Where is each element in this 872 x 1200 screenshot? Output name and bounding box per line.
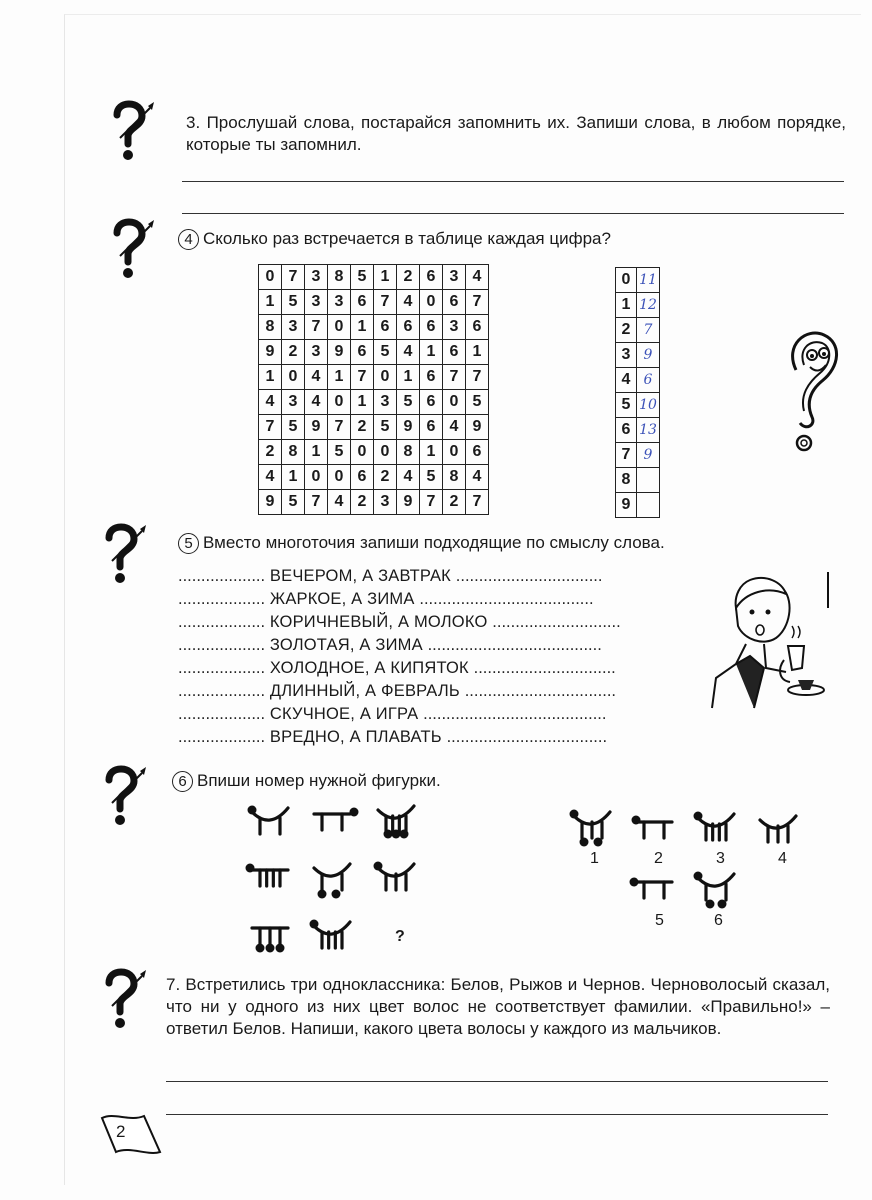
exercise-5-text: Вместо многоточия запиши подходящие по смыслу слова. <box>203 533 665 552</box>
exercise-number: 4 <box>178 229 199 250</box>
grid-cell: 9 <box>397 415 420 440</box>
exercise-number: 6 <box>172 771 193 792</box>
grid-cell: 0 <box>328 315 351 340</box>
blank-right[interactable]: ........................................ <box>423 705 607 723</box>
fill-in-line <box>178 728 607 747</box>
grid-cell: 2 <box>374 465 397 490</box>
sentence-text: ВЕЧЕРОМ, А ЗАВТРАК <box>269 567 451 585</box>
answer-table <box>615 267 660 518</box>
grid-cell: 6 <box>420 265 443 290</box>
grid-cell: 1 <box>259 365 282 390</box>
fill-in-line <box>178 567 602 586</box>
blank-right[interactable]: ................................... <box>446 728 608 746</box>
grid-cell: 5 <box>466 390 489 415</box>
grid-cell: 8 <box>443 465 466 490</box>
grid-row <box>259 265 489 290</box>
answer-count-input[interactable]: 11 <box>637 268 660 293</box>
grid-cell: 3 <box>443 315 466 340</box>
answer-row <box>616 418 660 443</box>
grid-cell: 7 <box>443 365 466 390</box>
grid-cell: 1 <box>259 290 282 315</box>
sentence-text: ДЛИННЫЙ, А ФЕВРАЛЬ <box>269 682 460 700</box>
exercise-number: 5 <box>178 533 199 554</box>
grid-cell: 7 <box>351 365 374 390</box>
answer-line[interactable] <box>166 1081 828 1082</box>
grid-cell: 7 <box>374 290 397 315</box>
grid-cell: 6 <box>420 365 443 390</box>
grid-cell: 3 <box>305 290 328 315</box>
blank-right[interactable]: ............................... <box>473 659 616 677</box>
missing-figure-question-mark: ? <box>395 928 405 945</box>
grid-cell: 9 <box>328 340 351 365</box>
blank-left[interactable]: ................... <box>178 567 266 585</box>
question-pen-icon <box>104 968 154 1028</box>
page-number: 2 <box>116 1122 126 1141</box>
grid-cell: 0 <box>328 390 351 415</box>
grid-cell: 8 <box>397 440 420 465</box>
answer-row <box>616 368 660 393</box>
answer-digit: 7 <box>616 443 637 468</box>
grid-cell: 4 <box>397 290 420 315</box>
answer-row <box>616 468 660 493</box>
grid-cell: 9 <box>466 415 489 440</box>
grid-cell: 3 <box>443 265 466 290</box>
blank-left[interactable]: ................... <box>178 705 266 723</box>
grid-cell: 3 <box>305 265 328 290</box>
answer-row <box>616 268 660 293</box>
exercise-3-text: 3. Прослушай слова, постарайся запомнить их. Запиши слова, в любом порядке, которые ты запомнил. <box>186 113 846 154</box>
grid-row <box>259 440 489 465</box>
grid-cell: 0 <box>328 465 351 490</box>
fill-in-line <box>178 682 616 701</box>
answer-count-input[interactable]: 7 <box>637 318 660 343</box>
grid-cell: 6 <box>351 290 374 315</box>
grid-cell: 5 <box>282 415 305 440</box>
grid-cell: 0 <box>259 265 282 290</box>
answer-count-input[interactable] <box>637 468 660 493</box>
grid-cell: 1 <box>374 265 397 290</box>
grid-cell: 1 <box>305 440 328 465</box>
grid-cell: 2 <box>259 440 282 465</box>
grid-cell: 5 <box>282 490 305 515</box>
grid-cell: 7 <box>282 265 305 290</box>
grid-row <box>259 340 489 365</box>
grid-cell: 2 <box>351 415 374 440</box>
answer-count-input[interactable] <box>637 493 660 518</box>
grid-cell: 1 <box>420 440 443 465</box>
flag-icon <box>100 1112 164 1156</box>
grid-cell: 1 <box>420 340 443 365</box>
exercise-7-text: 7. Встретились три одноклассника: Белов, Рыжов и Чернов. Черноволосый сказал, что ни у одного из них цвет волос не соответствует фамилии. «Правильно!» – ответил Белов. Напиши, какого цвета волосы у каждого из мальчиков. <box>166 975 830 1038</box>
grid-cell: 4 <box>397 465 420 490</box>
grid-cell: 7 <box>305 315 328 340</box>
blank-right[interactable]: ...................................... <box>419 590 594 608</box>
grid-cell: 4 <box>305 365 328 390</box>
grid-cell: 7 <box>466 365 489 390</box>
answer-digit: 3 <box>616 343 637 368</box>
grid-row <box>259 490 489 515</box>
blank-right[interactable]: ............................ <box>492 613 621 631</box>
answer-digit: 8 <box>616 468 637 493</box>
grid-cell: 2 <box>282 340 305 365</box>
grid-cell: 8 <box>282 440 305 465</box>
grid-cell: 8 <box>328 265 351 290</box>
answer-row <box>616 443 660 468</box>
grid-cell: 5 <box>374 415 397 440</box>
grid-cell: 3 <box>374 390 397 415</box>
grid-cell: 0 <box>443 440 466 465</box>
answer-digit: 6 <box>616 418 637 443</box>
grid-row <box>259 290 489 315</box>
grid-cell: 1 <box>328 365 351 390</box>
grid-cell: 4 <box>305 390 328 415</box>
grid-cell: 3 <box>328 290 351 315</box>
digit-grid <box>258 264 489 515</box>
boy-drinking-illustration <box>706 568 836 718</box>
option-label: 6 <box>714 912 723 929</box>
answer-digit: 4 <box>616 368 637 393</box>
grid-cell: 6 <box>351 340 374 365</box>
option-label: 3 <box>716 850 725 867</box>
grid-cell: 6 <box>397 315 420 340</box>
cartoon-question-mark-icon <box>776 325 846 455</box>
grid-cell: 5 <box>420 465 443 490</box>
exercise-4-heading <box>178 228 778 250</box>
grid-cell: 7 <box>259 415 282 440</box>
blank-left[interactable]: ................... <box>178 659 266 677</box>
fill-in-line <box>178 659 616 678</box>
grid-cell: 5 <box>282 290 305 315</box>
grid-cell: 9 <box>397 490 420 515</box>
exercise-6-heading <box>172 770 672 792</box>
blank-right[interactable]: ................................. <box>464 682 616 700</box>
grid-cell: 5 <box>351 265 374 290</box>
grid-cell: 5 <box>328 440 351 465</box>
sentence-text: ЗОЛОТАЯ, А ЗИМА <box>269 636 423 654</box>
grid-cell: 8 <box>259 315 282 340</box>
answer-line[interactable] <box>182 213 844 214</box>
grid-cell: 5 <box>397 390 420 415</box>
grid-cell: 3 <box>282 390 305 415</box>
grid-cell: 6 <box>466 440 489 465</box>
fill-in-line <box>178 705 606 724</box>
answer-line[interactable] <box>166 1114 828 1115</box>
exercise-4-text: Сколько раз встречается в таблице каждая цифра? <box>203 229 611 248</box>
grid-cell: 7 <box>305 490 328 515</box>
grid-cell: 9 <box>259 490 282 515</box>
answer-digit: 2 <box>616 318 637 343</box>
grid-cell: 4 <box>397 340 420 365</box>
sentence-text: СКУЧНОЕ, А ИГРА <box>269 705 419 723</box>
grid-cell: 6 <box>420 315 443 340</box>
grid-cell: 3 <box>374 490 397 515</box>
grid-cell: 1 <box>397 365 420 390</box>
grid-cell: 7 <box>328 415 351 440</box>
grid-cell: 6 <box>374 315 397 340</box>
grid-cell: 0 <box>305 465 328 490</box>
fill-in-line <box>178 613 621 632</box>
exercise-6-text: Впиши номер нужной фигурки. <box>197 771 441 790</box>
option-label: 5 <box>655 912 664 929</box>
grid-cell: 6 <box>420 415 443 440</box>
grid-cell: 6 <box>443 340 466 365</box>
grid-cell: 7 <box>420 490 443 515</box>
exercise-5-heading <box>178 532 778 554</box>
grid-cell: 2 <box>351 490 374 515</box>
grid-cell: 6 <box>466 315 489 340</box>
answer-count-input[interactable]: 13 <box>637 418 660 443</box>
grid-cell: 4 <box>328 490 351 515</box>
question-pen-icon <box>112 218 162 278</box>
grid-cell: 3 <box>305 340 328 365</box>
grid-cell: 0 <box>420 290 443 315</box>
grid-cell: 2 <box>443 490 466 515</box>
grid-cell: 0 <box>282 365 305 390</box>
grid-cell: 3 <box>282 315 305 340</box>
answer-digit: 9 <box>616 493 637 518</box>
grid-cell: 4 <box>466 265 489 290</box>
question-pen-icon <box>112 100 162 160</box>
answer-count-input[interactable]: 12 <box>637 293 660 318</box>
grid-row <box>259 365 489 390</box>
grid-cell: 4 <box>466 465 489 490</box>
grid-cell: 9 <box>305 415 328 440</box>
sentence-text: ЖАРКОЕ, А ЗИМА <box>269 590 415 608</box>
grid-cell: 7 <box>466 490 489 515</box>
grid-row <box>259 390 489 415</box>
grid-cell: 2 <box>397 265 420 290</box>
grid-row <box>259 465 489 490</box>
grid-cell: 6 <box>420 390 443 415</box>
grid-cell: 7 <box>466 290 489 315</box>
grid-row <box>259 415 489 440</box>
sentence-text: ХОЛОДНОЕ, А КИПЯТОК <box>269 659 469 677</box>
grid-cell: 1 <box>351 315 374 340</box>
answer-digit: 0 <box>616 268 637 293</box>
answer-digit: 5 <box>616 393 637 418</box>
grid-row <box>259 315 489 340</box>
blank-left[interactable]: ................... <box>178 613 266 631</box>
fill-in-line <box>178 590 594 609</box>
blank-left[interactable]: ................... <box>178 636 266 654</box>
sentence-text: КОРИЧНЕВЫЙ, А МОЛОКО <box>269 613 488 631</box>
blank-left[interactable]: ................... <box>178 728 266 746</box>
answer-digit: 1 <box>616 293 637 318</box>
answer-count-input[interactable]: 6 <box>637 368 660 393</box>
answer-count-input[interactable]: 10 <box>637 393 660 418</box>
fill-in-line <box>178 636 602 655</box>
grid-cell: 0 <box>351 440 374 465</box>
blank-right[interactable]: ................................ <box>455 567 603 585</box>
grid-cell: 6 <box>443 290 466 315</box>
grid-cell: 0 <box>374 365 397 390</box>
grid-cell: 6 <box>351 465 374 490</box>
answer-count-input[interactable]: 9 <box>637 443 660 468</box>
blank-right[interactable]: ...................................... <box>427 636 602 654</box>
grid-cell: 1 <box>282 465 305 490</box>
grid-cell: 4 <box>443 415 466 440</box>
question-pen-icon <box>104 765 154 825</box>
blank-left[interactable]: ................... <box>178 682 266 700</box>
grid-cell: 1 <box>466 340 489 365</box>
grid-cell: 4 <box>259 465 282 490</box>
question-pen-icon <box>104 523 154 583</box>
grid-cell: 4 <box>259 390 282 415</box>
grid-cell: 5 <box>374 340 397 365</box>
grid-cell: 9 <box>259 340 282 365</box>
option-label: 2 <box>654 850 663 867</box>
sentence-text: ВРЕДНО, А ПЛАВАТЬ <box>269 728 442 746</box>
answer-row <box>616 493 660 518</box>
answer-row <box>616 393 660 418</box>
option-label: 1 <box>590 850 599 867</box>
answer-line[interactable] <box>182 181 844 182</box>
answer-row <box>616 293 660 318</box>
option-label: 4 <box>778 850 787 867</box>
answer-count-input[interactable]: 9 <box>637 343 660 368</box>
grid-cell: 1 <box>351 390 374 415</box>
answer-row <box>616 318 660 343</box>
blank-left[interactable]: ................... <box>178 590 266 608</box>
grid-cell: 0 <box>374 440 397 465</box>
answer-row <box>616 343 660 368</box>
grid-cell: 0 <box>443 390 466 415</box>
